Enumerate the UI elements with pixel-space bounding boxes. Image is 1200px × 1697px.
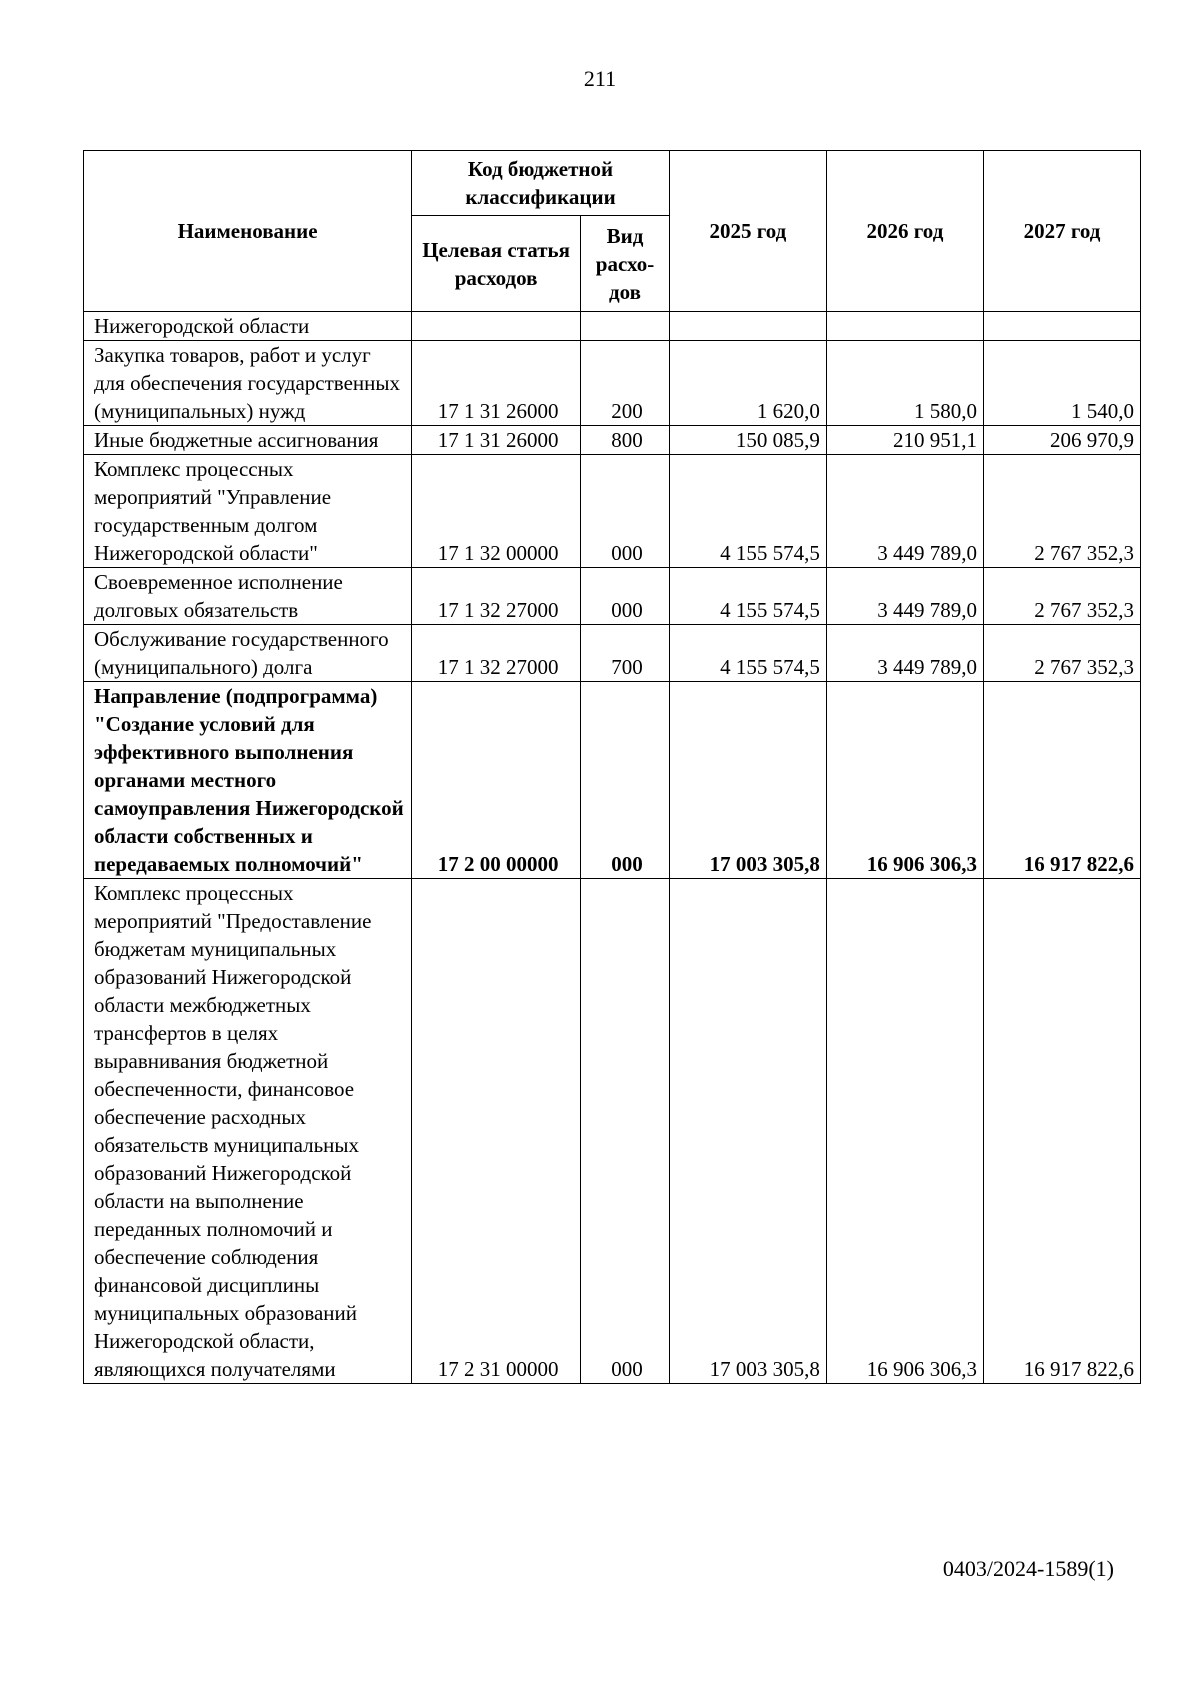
- table-row: [84, 455, 1141, 568]
- row-2025: 1 620,0: [669, 341, 826, 426]
- header-2026: 2026 год: [826, 151, 983, 312]
- row-2027: 16 917 822,6: [983, 879, 1140, 1384]
- row-2025: 4 155 574,5: [669, 568, 826, 625]
- row-target: [412, 312, 581, 341]
- header-target: Целевая статья расходов: [412, 216, 581, 312]
- table-row: [84, 682, 1141, 879]
- row-target: 17 1 31 26000: [412, 341, 581, 426]
- row-2027: 206 970,9: [983, 426, 1140, 455]
- row-target: 17 1 32 27000: [412, 625, 581, 682]
- row-target: 17 1 31 26000: [412, 426, 581, 455]
- row-2026: 3 449 789,0: [826, 455, 983, 568]
- row-2026: 3 449 789,0: [826, 625, 983, 682]
- budget-table: [83, 150, 1141, 1384]
- row-name: Комплекс процессных мероприятий "Предоставление бюджетам муниципальных образований Нижегородской области межбюджетных трансфертов в целях выравнивания бюджетной обеспеченности, финансовое обеспечение расходных обязательств муниципальных образований Нижегородской области на выполнение переданных полномочий и обеспечение соблюдения финансовой дисциплины муниципальных образований Нижегородской области, являющихся получателями: [84, 879, 412, 1384]
- header-2025: 2025 год: [669, 151, 826, 312]
- row-2025: 4 155 574,5: [669, 455, 826, 568]
- page-number: 211: [583, 66, 617, 91]
- table-row: [84, 312, 1141, 341]
- row-target: 17 1 32 27000: [412, 568, 581, 625]
- row-2026: 1 580,0: [826, 341, 983, 426]
- row-type: 800: [581, 426, 670, 455]
- row-type: 200: [581, 341, 670, 426]
- header-2027: 2027 год: [983, 151, 1140, 312]
- row-2027: [983, 312, 1140, 341]
- row-type: 000: [581, 879, 670, 1384]
- row-2027: 2 767 352,3: [983, 568, 1140, 625]
- row-name: Нижегородской области: [84, 312, 412, 341]
- table-row: [84, 879, 1141, 1384]
- row-2026: 16 906 306,3: [826, 682, 983, 879]
- header-kbk: Код бюджетной классификации: [412, 151, 670, 216]
- table-row: [84, 625, 1141, 682]
- row-target: 17 2 31 00000: [412, 879, 581, 1384]
- row-name: Иные бюджетные ассигнования: [84, 426, 412, 455]
- row-2027: 2 767 352,3: [983, 455, 1140, 568]
- row-target: 17 1 32 00000: [412, 455, 581, 568]
- row-2026: 16 906 306,3: [826, 879, 983, 1384]
- table-row: [84, 426, 1141, 455]
- row-2025: [669, 312, 826, 341]
- row-type: 000: [581, 455, 670, 568]
- row-2027: 16 917 822,6: [983, 682, 1140, 879]
- row-2025: 17 003 305,8: [669, 879, 826, 1384]
- row-name: Своевременное исполнение долговых обязательств: [84, 568, 412, 625]
- row-2027: 1 540,0: [983, 341, 1140, 426]
- row-2025: 17 003 305,8: [669, 682, 826, 879]
- table-row: [84, 568, 1141, 625]
- row-name: Направление (подпрограмма) "Создание условий для эффективного выполнения органами местного самоуправления Нижегородской области собственных и передаваемых полномочий": [84, 682, 412, 879]
- row-2025: 150 085,9: [669, 426, 826, 455]
- row-type: 000: [581, 682, 670, 879]
- row-name: Комплекс процессных мероприятий "Управление государственным долгом Нижегородской области": [84, 455, 412, 568]
- header-type: Вид расхо-дов: [581, 216, 670, 312]
- row-type: 700: [581, 625, 670, 682]
- row-type: 000: [581, 568, 670, 625]
- document-number: 0403/2024-1589(1): [942, 1556, 1114, 1581]
- row-2026: [826, 312, 983, 341]
- row-2026: 3 449 789,0: [826, 568, 983, 625]
- row-target: 17 2 00 00000: [412, 682, 581, 879]
- row-type: [581, 312, 670, 341]
- row-2026: 210 951,1: [826, 426, 983, 455]
- header-name: Наименование: [84, 151, 412, 312]
- row-name: Закупка товаров, работ и услуг для обеспечения государственных (муниципальных) нужд: [84, 341, 412, 426]
- table-row: [84, 341, 1141, 426]
- row-name: Обслуживание государственного (муниципального) долга: [84, 625, 412, 682]
- row-2025: 4 155 574,5: [669, 625, 826, 682]
- row-2027: 2 767 352,3: [983, 625, 1140, 682]
